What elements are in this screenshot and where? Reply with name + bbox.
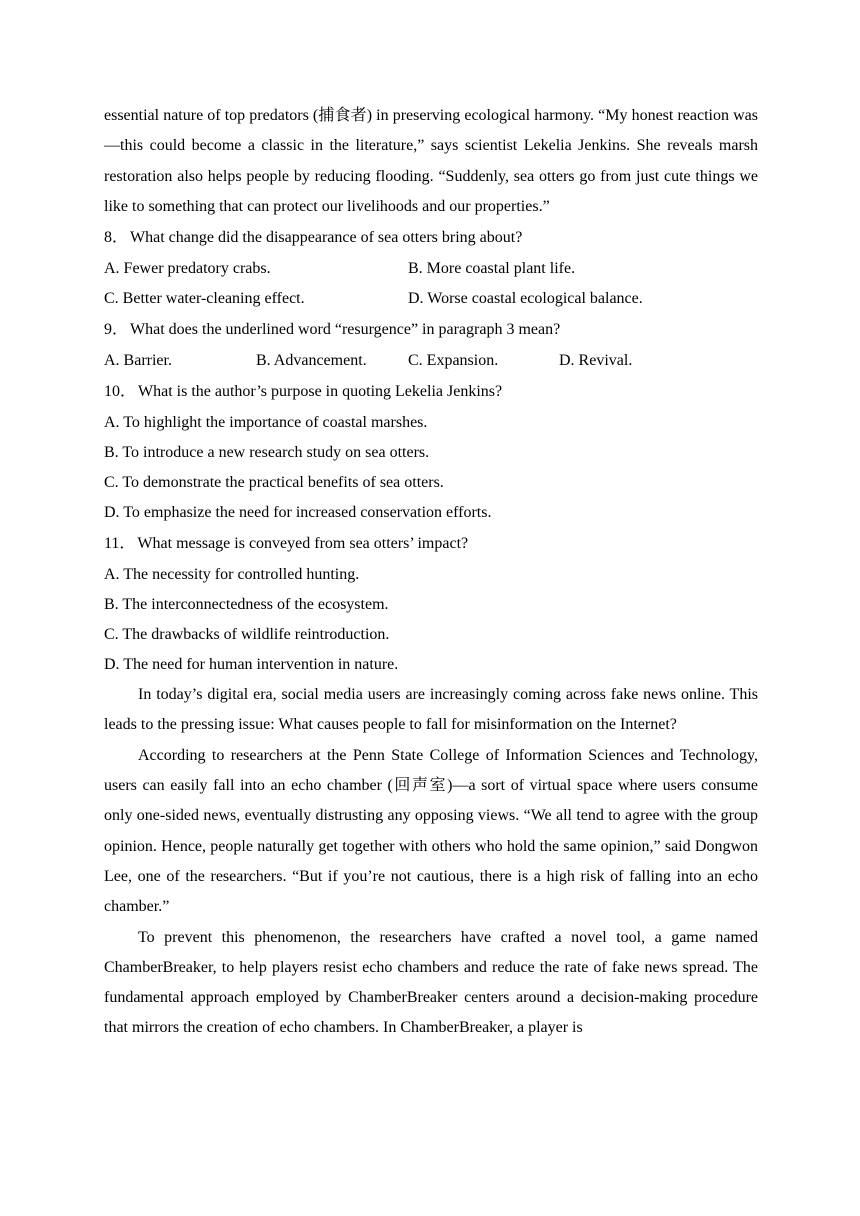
option-d: D. Revival. — [559, 352, 633, 370]
question-stem: What is the author’s purpose in quoting Lekelia Jenkins? — [138, 383, 503, 401]
question-number: 11． — [104, 535, 136, 553]
option-b: B. More coastal plant life. — [408, 260, 576, 278]
question-9 — [104, 314, 758, 346]
option-a: A. Fewer predatory crabs. — [104, 260, 271, 278]
question-number: 10． — [104, 383, 137, 401]
question-8 — [104, 222, 758, 254]
question-stem: What message is conveyed from sea otters’ impact? — [137, 535, 469, 553]
option-a: A. To highlight the importance of coastal marshes. — [104, 414, 428, 432]
question-number: 8． — [104, 229, 129, 247]
option-d: D. Worse coastal ecological balance. — [408, 290, 643, 308]
passage-paragraph: essential nature of top predators (捕食者) in preserving ecological harmony. “My honest reaction was—this could become a classic in the literature,” says scientist Lekelia Jenkins. She reveals marsh restoration also helps people by reducing flooding. “Suddenly, sea otters go from just cute things we like to something that can protect our livelihoods and our properties.” — [104, 107, 758, 215]
option-c: C. Expansion. — [408, 352, 499, 370]
option-a: A. The necessity for controlled hunting. — [104, 566, 360, 584]
option-c: C. The drawbacks of wildlife reintroduction. — [104, 626, 390, 644]
passage-paragraph: In today’s digital era, social media users are increasingly coming across fake news online. This leads to the pressing issue: What causes people to fall for misinformation on the Internet? — [104, 686, 758, 734]
option-d: D. To emphasize the need for increased conservation efforts. — [104, 504, 492, 522]
question-10 — [104, 376, 758, 408]
option-b: B. Advancement. — [256, 352, 367, 370]
question-11 — [104, 528, 758, 560]
question-number: 9． — [104, 321, 129, 339]
options-row — [104, 254, 758, 284]
option-b: B. To introduce a new research study on sea otters. — [104, 444, 430, 462]
options-row — [104, 346, 758, 376]
page-content — [104, 101, 758, 1044]
options-row — [104, 284, 758, 314]
option-b: B. The interconnectedness of the ecosystem. — [104, 596, 389, 614]
option-d: D. The need for human intervention in nature. — [104, 656, 399, 674]
question-stem: What does the underlined word “resurgence” in paragraph 3 mean? — [130, 321, 561, 339]
option-c: C. To demonstrate the practical benefits of sea otters. — [104, 474, 444, 492]
passage-paragraph: To prevent this phenomenon, the researchers have crafted a novel tool, a game named ChamberBreaker, to help players resist echo chambers and reduce the rate of fake news spread. The fundamental approach employed by ChamberBreaker centers around a decision-making procedure that mirrors the creation of echo chambers. In ChamberBreaker, a player is — [104, 928, 758, 1037]
option-a: A. Barrier. — [104, 352, 172, 370]
option-c: C. Better water-cleaning effect. — [104, 290, 305, 308]
passage-paragraph: According to researchers at the Penn State College of Information Sciences and Technology, users can easily fall into an echo chamber (回声室)—a sort of virtual space where users consume only one-sided news, eventually distrusting any opposing views. “We all tend to agree with the group opinion. Hence, people naturally get together with others who hold the same opinion,” said Dongwon Lee, one of the researchers. “But if you’re not cautious, there is a high risk of falling into an echo chamber.” — [104, 746, 758, 916]
question-stem: What change did the disappearance of sea otters bring about? — [130, 229, 523, 247]
